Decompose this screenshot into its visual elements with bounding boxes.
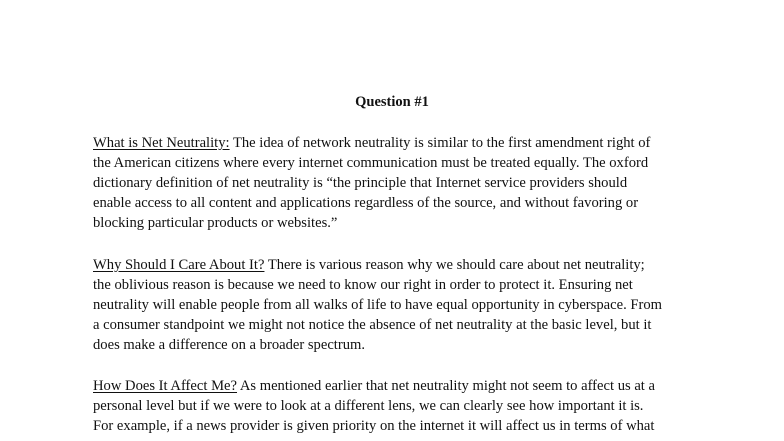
paragraph-2-heading: Why Should I Care About It? xyxy=(93,257,265,273)
paragraph-2-line-1 xyxy=(93,255,645,275)
page-title: Question #1 xyxy=(355,94,429,110)
paragraph-1-text: The idea of network neutrality is similar to the first amendment right of xyxy=(229,135,651,151)
paragraph-1-line-5: blocking particular products or websites.” xyxy=(93,215,338,231)
paragraph-3-text: As mentioned earlier that net neutrality might not seem to affect us at a xyxy=(237,378,655,394)
paragraph-2-line-2: the oblivious reason is because we need to know our right in order to protect it. Ensuring net xyxy=(93,277,633,293)
paragraph-2-line-4: a consumer standpoint we might not notice the absence of net neutrality at the basic level, but it xyxy=(93,317,652,333)
paragraph-1-line-2: the American citizens where every internet communication must be treated equally. The oxford xyxy=(93,155,649,171)
paragraph-1-line-1 xyxy=(93,133,650,153)
paragraph-1-heading: What is Net Neutrality: xyxy=(93,135,230,151)
paragraph-2-line-3: neutrality will enable people from all walks of life to have equal opportunity in cyberspace. From xyxy=(93,297,662,313)
paragraph-1-line-3: dictionary definition of net neutrality is “the principle that Internet service providers should xyxy=(93,175,628,191)
paragraph-1-line-4: enable access to all content and applications regardless of the source, and without favoring or xyxy=(93,195,639,211)
paragraph-3-line-3: For example, if a news provider is given priority on the internet it will affect us in terms of what xyxy=(93,418,655,434)
paragraph-2-line-5: does make a difference on a broader spectrum. xyxy=(93,337,366,353)
paragraph-3-heading: How Does It Affect Me? xyxy=(93,378,238,394)
paragraph-3-line-2: personal level but if we were to look at a different lens, we can clearly see how important it is. xyxy=(93,398,644,414)
paragraph-2-text: There is various reason why we should care about net neutrality; xyxy=(264,257,645,273)
paragraph-3-line-1 xyxy=(93,376,655,396)
